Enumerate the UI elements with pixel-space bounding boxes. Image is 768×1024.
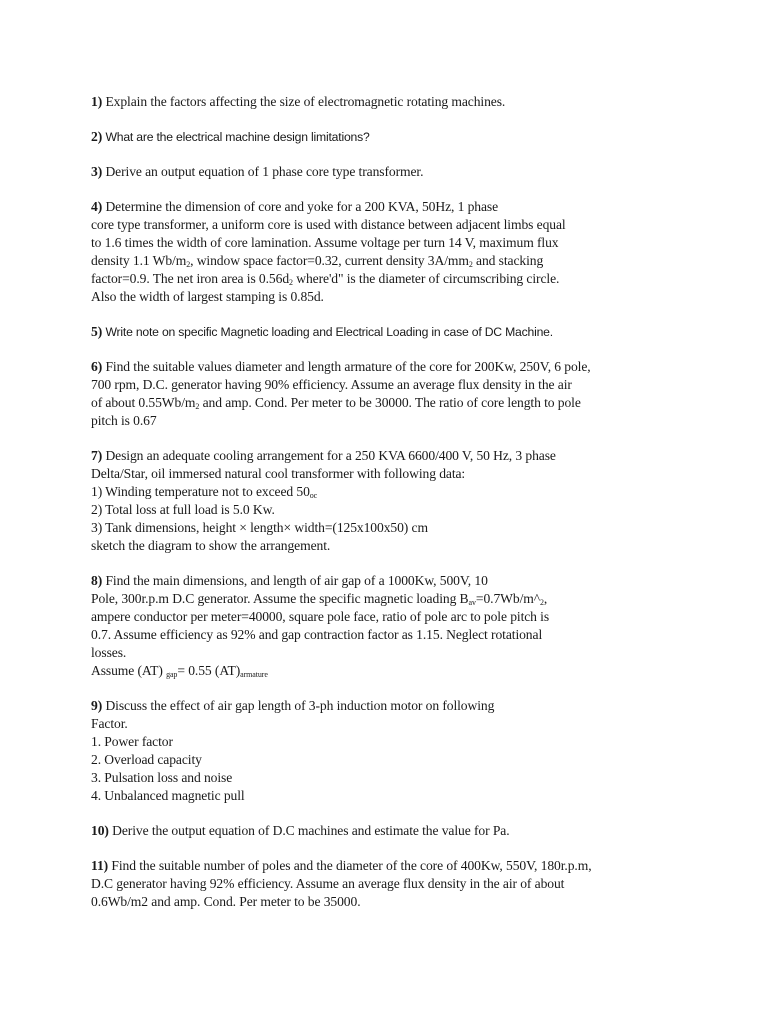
- list-item: 2) Total loss at full load is 5.0 Kw.: [91, 502, 275, 517]
- question-2: [91, 128, 691, 146]
- question-text: Write note on specific Magnetic loading and Electrical Loading in case of DC Machine.: [105, 325, 553, 339]
- question-text-line: Also the width of largest stamping is 0.85d.: [91, 289, 324, 304]
- question-text-line: losses.: [91, 645, 127, 660]
- question-text: Derive the output equation of D.C machines and estimate the value for Pa.: [112, 823, 510, 838]
- question-number: 10): [91, 823, 109, 838]
- question-text-line: core type transformer, a uniform core is used with distance between adjacent limbs equal: [91, 217, 566, 232]
- question-text-line: pitch is 0.67: [91, 413, 157, 428]
- list-item: 1. Power factor: [91, 734, 173, 749]
- question-1: [91, 93, 691, 111]
- question-11: [91, 857, 691, 911]
- question-number: 9): [91, 698, 103, 713]
- question-3: [91, 163, 691, 181]
- question-6: [91, 358, 691, 430]
- subscript: gap: [166, 670, 178, 679]
- question-number: 3): [91, 164, 103, 179]
- question-text: Find the suitable number of poles and the diameter of the core of 400Kw, 550V, 180r.p.m,: [111, 858, 592, 873]
- subscript: 2: [186, 260, 191, 269]
- list-item: 2. Overload capacity: [91, 752, 202, 767]
- question-text-line: D.C generator having 92% efficiency. Assume an average flux density in the air of about: [91, 876, 565, 891]
- question-text: Discuss the effect of air gap length of 3-ph induction motor on following: [105, 698, 495, 713]
- question-text-line: to 1.6 times the width of core lamination. Assume voltage per turn 14 V, maximum flux: [91, 235, 559, 250]
- question-list: [91, 93, 691, 928]
- question-number: 4): [91, 199, 103, 214]
- list-item: 3. Pulsation loss and noise: [91, 770, 233, 785]
- question-text: Find the suitable values diameter and length armature of the core for 200Kw, 250V, 6 pole,: [105, 359, 591, 374]
- subscript: 2: [468, 260, 473, 269]
- question-text-line: sketch the diagram to show the arrangement.: [91, 538, 331, 553]
- question-number: 6): [91, 359, 103, 374]
- question-text: Design an adequate cooling arrangement for a 250 KVA 6600/400 V, 50 Hz, 3 phase: [105, 448, 556, 463]
- question-text-line: ampere conductor per meter=40000, square pole face, ratio of pole arc to pole pitch is: [91, 609, 550, 624]
- list-item: 1) Winding temperature not to exceed $50_{oc}$: [91, 484, 318, 500]
- question-text-line: Assume (AT) $_{gap}$= 0.55 $(AT)_{armature}$: [91, 663, 268, 679]
- question-text-line: of about $0.55Wb/m_2$ and amp. Cond. Per meter to be 30000. The ratio of core length to pole: [91, 395, 581, 411]
- question-5: [91, 323, 691, 341]
- question-text-line: Pole, 300r.p.m D.C generator. Assume the specific magnetic loading $B_{av}=0.7Wb/m\^{}_2$,: [91, 591, 548, 607]
- question-8: [91, 572, 691, 680]
- subscript: armature: [240, 670, 268, 679]
- subscript: 2: [540, 598, 544, 607]
- question-number: 5): [91, 324, 103, 339]
- question-text: What are the electrical machine design limitations?: [105, 130, 370, 144]
- question-text-line: density 1.1 $Wb/m_2$, window space factor=0.32, current density $3A/mm_2$ and stacking: [91, 253, 544, 269]
- question-number: 1): [91, 94, 103, 109]
- question-text: Determine the dimension of core and yoke for a 200 KVA, 50Hz, 1 phase: [105, 199, 499, 214]
- question-text-line: Factor.: [91, 716, 128, 731]
- subscript: oc: [309, 491, 318, 500]
- question-text-line: Delta/Star, oil immersed natural cool transformer with following data:: [91, 466, 466, 481]
- question-7: [91, 447, 691, 555]
- question-number: 8): [91, 573, 103, 588]
- question-text-line: factor=0.9. The net iron area is $0.56d_2$ where'd" is the diameter of circumscribing circle.: [91, 271, 560, 287]
- list-item: 3) Tank dimensions, height × length× width=(125x100x50) cm: [91, 520, 428, 535]
- question-text-line: 0.6Wb/m2 and amp. Cond. Per meter to be 35000.: [91, 894, 361, 909]
- question-4: [91, 198, 691, 306]
- question-text: Derive an output equation of 1 phase core type transformer.: [105, 164, 424, 179]
- question-text-line: 0.7. Assume efficiency as 92% and gap contraction factor as 1.15. Neglect rotational: [91, 627, 543, 642]
- question-text: Find the main dimensions, and length of air gap of a 1000Kw, 500V, 10: [105, 573, 488, 588]
- subscript: 2: [289, 278, 293, 287]
- question-9: [91, 697, 691, 805]
- question-text: Explain the factors affecting the size of electromagnetic rotating machines.: [105, 94, 506, 109]
- list-item: 4. Unbalanced magnetic pull: [91, 788, 245, 803]
- subscript: 2: [195, 402, 200, 411]
- question-number: 7): [91, 448, 103, 463]
- question-text-line: 700 rpm, D.C. generator having 90% efficiency. Assume an average flux density in the air: [91, 377, 572, 392]
- question-number: 11): [91, 858, 109, 873]
- question-10: [91, 822, 691, 840]
- subscript: av: [468, 598, 476, 607]
- question-number: 2): [91, 129, 103, 144]
